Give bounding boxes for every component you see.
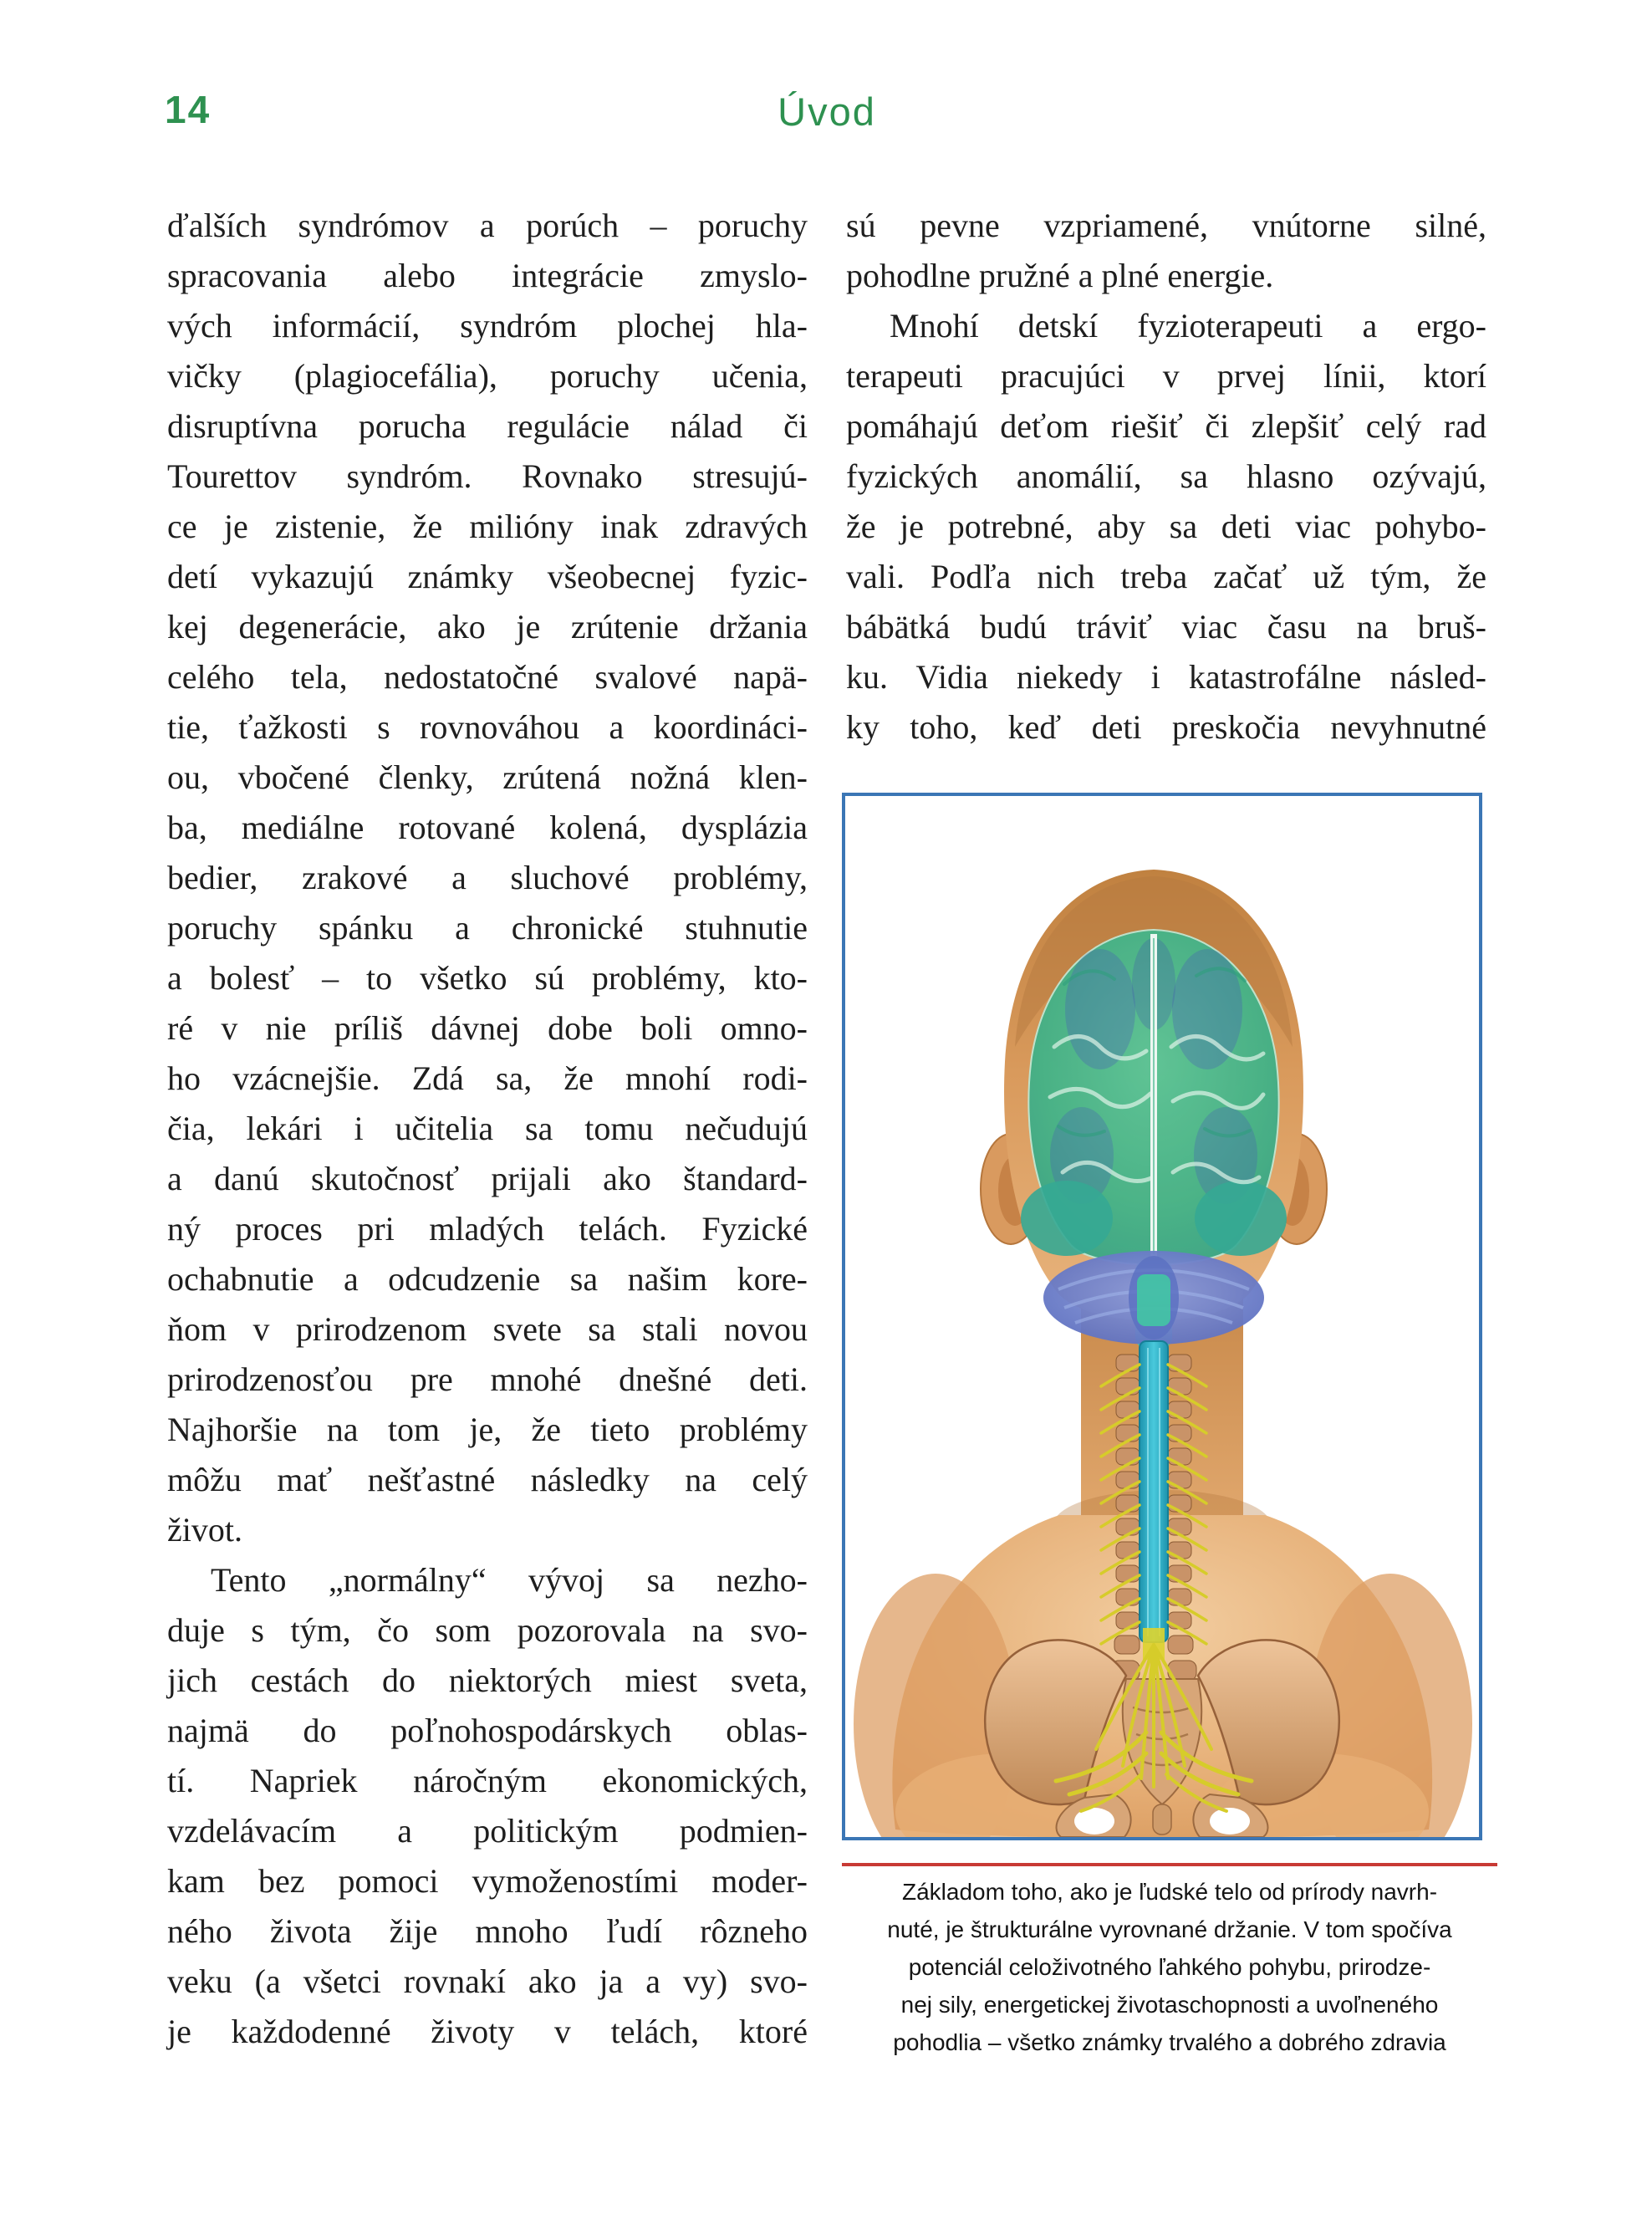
page-number: 14	[165, 88, 212, 131]
text-line: prirodzenosťou pre mnohé dnešné deti.	[167, 1360, 808, 1398]
running-header: Úvod	[778, 89, 876, 134]
text-line: tie, ťažkosti s rovnováhou a koordináci-	[167, 708, 808, 746]
text-line: život.	[167, 1511, 242, 1549]
text-line: ňom v prirodzenom svete sa stali novou	[167, 1310, 808, 1348]
caption-line: Základom toho, ako je ľudské telo od prírody navrh-	[901, 1879, 1438, 1905]
brain-overlay	[1021, 930, 1287, 1265]
text-line: fyzických anomálií, sa hlasno ozývajú,	[846, 457, 1486, 495]
text-line: kej degenerácie, ako je zrútenie držania	[167, 608, 808, 646]
text-line: ný proces pri mladých telách. Fyzické	[167, 1210, 808, 1248]
text-line: tí. Napriek náročným ekonomických,	[167, 1762, 808, 1799]
text-line: duje s tým, čo som pozorovala na svo-	[167, 1611, 808, 1649]
text-line: Tento „normálny“ vývoj sa nezho-	[211, 1561, 808, 1599]
text-line: najmä do poľnohospodárskych oblas-	[167, 1712, 808, 1749]
text-line: Mnohí detskí fyzioterapeuti a ergo-	[890, 307, 1486, 344]
text-line: ou, vbočené členky, zrútená nožná klen-	[167, 758, 808, 796]
cerebellum	[1043, 1251, 1264, 1345]
text-line: disruptívna porucha regulácie nálad či	[167, 407, 808, 445]
figure-caption	[842, 1873, 1497, 2061]
text-line: terapeuti pracujúci v prvej línii, ktorí	[846, 357, 1486, 395]
text-line: ho vzácnejšie. Zdá sa, že mnohí rodi-	[167, 1059, 808, 1097]
text-line: detí vykazujú známky všeobecnej fyzic-	[167, 558, 808, 595]
text-line: ného života žije mnoho ľudí rôzneho	[167, 1912, 808, 1950]
text-line: spracovania alebo integrácie zmyslo-	[167, 257, 808, 294]
caption-line: nej sily, energetickej životaschopnosti a uvoľneného	[900, 1992, 1439, 2018]
text-line: pohodlne pružné a plné energie.	[846, 257, 1274, 294]
caption-line: potenciál celoživotného ľahkého pohybu, prirodze-	[908, 1954, 1431, 1980]
text-line: a bolesť – to všetko sú problémy, kto-	[167, 959, 808, 997]
text-line: a danú skutočnosť prijali ako štandard-	[167, 1160, 808, 1197]
text-line: ce je zistenie, že milióny inak zdravých	[167, 508, 808, 545]
text-line: ky toho, keď deti preskočia nevyhnutné	[846, 708, 1486, 746]
text-line: bábätká budú tráviť viac času na bruš-	[846, 608, 1486, 646]
text-line: ba, mediálne rotované kolená, dysplázia	[167, 809, 808, 846]
text-line: ochabnutie a odcudzenie sa našim kore-	[167, 1260, 808, 1298]
caption-line: pohodlia – všetko známky trvalého a dobrého zdravia	[893, 2029, 1446, 2055]
text-line: sú pevne vzpriamené, vnútorne silné,	[846, 207, 1486, 244]
text-line: celého tela, nedostatočné svalové napä-	[167, 658, 808, 696]
text-line: veku (a všetci rovnakí ako ja a vy) svo-	[167, 1962, 808, 2000]
text-line: môžu mať nešťastné následky na celý	[167, 1461, 808, 1498]
text-line: že je potrebné, aby sa deti viac pohybo-	[846, 508, 1486, 545]
text-line: ku. Vidia niekedy i katastrofálne násled-	[846, 658, 1486, 696]
text-line: poruchy spánku a chronické stuhnutie	[167, 909, 808, 947]
caption-divider-rule	[842, 1863, 1497, 1866]
baby-back-brain-spine-illustration	[842, 793, 1482, 1840]
text-line: ďalších syndrómov a porúch – poruchy	[167, 207, 808, 244]
spinal-cord	[1140, 1341, 1168, 1642]
caption-line: nuté, je štrukturálne vyrovnané držanie. V tom spočíva	[887, 1916, 1452, 1942]
text-line: je každodenné životy v telách, ktoré	[167, 2013, 808, 2050]
baby-anatomy-graphic	[845, 796, 1479, 1837]
text-line: čia, lekári i učitelia sa tomu nečudujú	[167, 1110, 808, 1147]
text-line: pomáhajú deťom riešiť či zlepšiť celý rad	[846, 407, 1486, 445]
left-text-column	[167, 201, 808, 2057]
text-line: ré v nie príliš dávnej dobe boli omno-	[167, 1009, 808, 1047]
right-text-column	[846, 201, 1486, 753]
text-line: vzdelávacím a politickým podmien-	[167, 1812, 808, 1850]
text-line: vali. Podľa nich treba začať už tým, že	[846, 558, 1486, 595]
text-line: kam bez pomoci vymoženostími moder-	[167, 1862, 808, 1900]
text-line: vičky (plagiocefália), poruchy učenia,	[167, 357, 808, 395]
text-line: bedier, zrakové a sluchové problémy,	[167, 859, 808, 896]
text-line: vých informácií, syndróm plochej hla-	[167, 307, 808, 344]
text-line: Najhoršie na tom je, že tieto problémy	[167, 1411, 808, 1448]
text-line: jich cestách do niektorých miest sveta,	[167, 1661, 808, 1699]
text-line: Tourettov syndróm. Rovnako stresujú-	[167, 457, 808, 495]
